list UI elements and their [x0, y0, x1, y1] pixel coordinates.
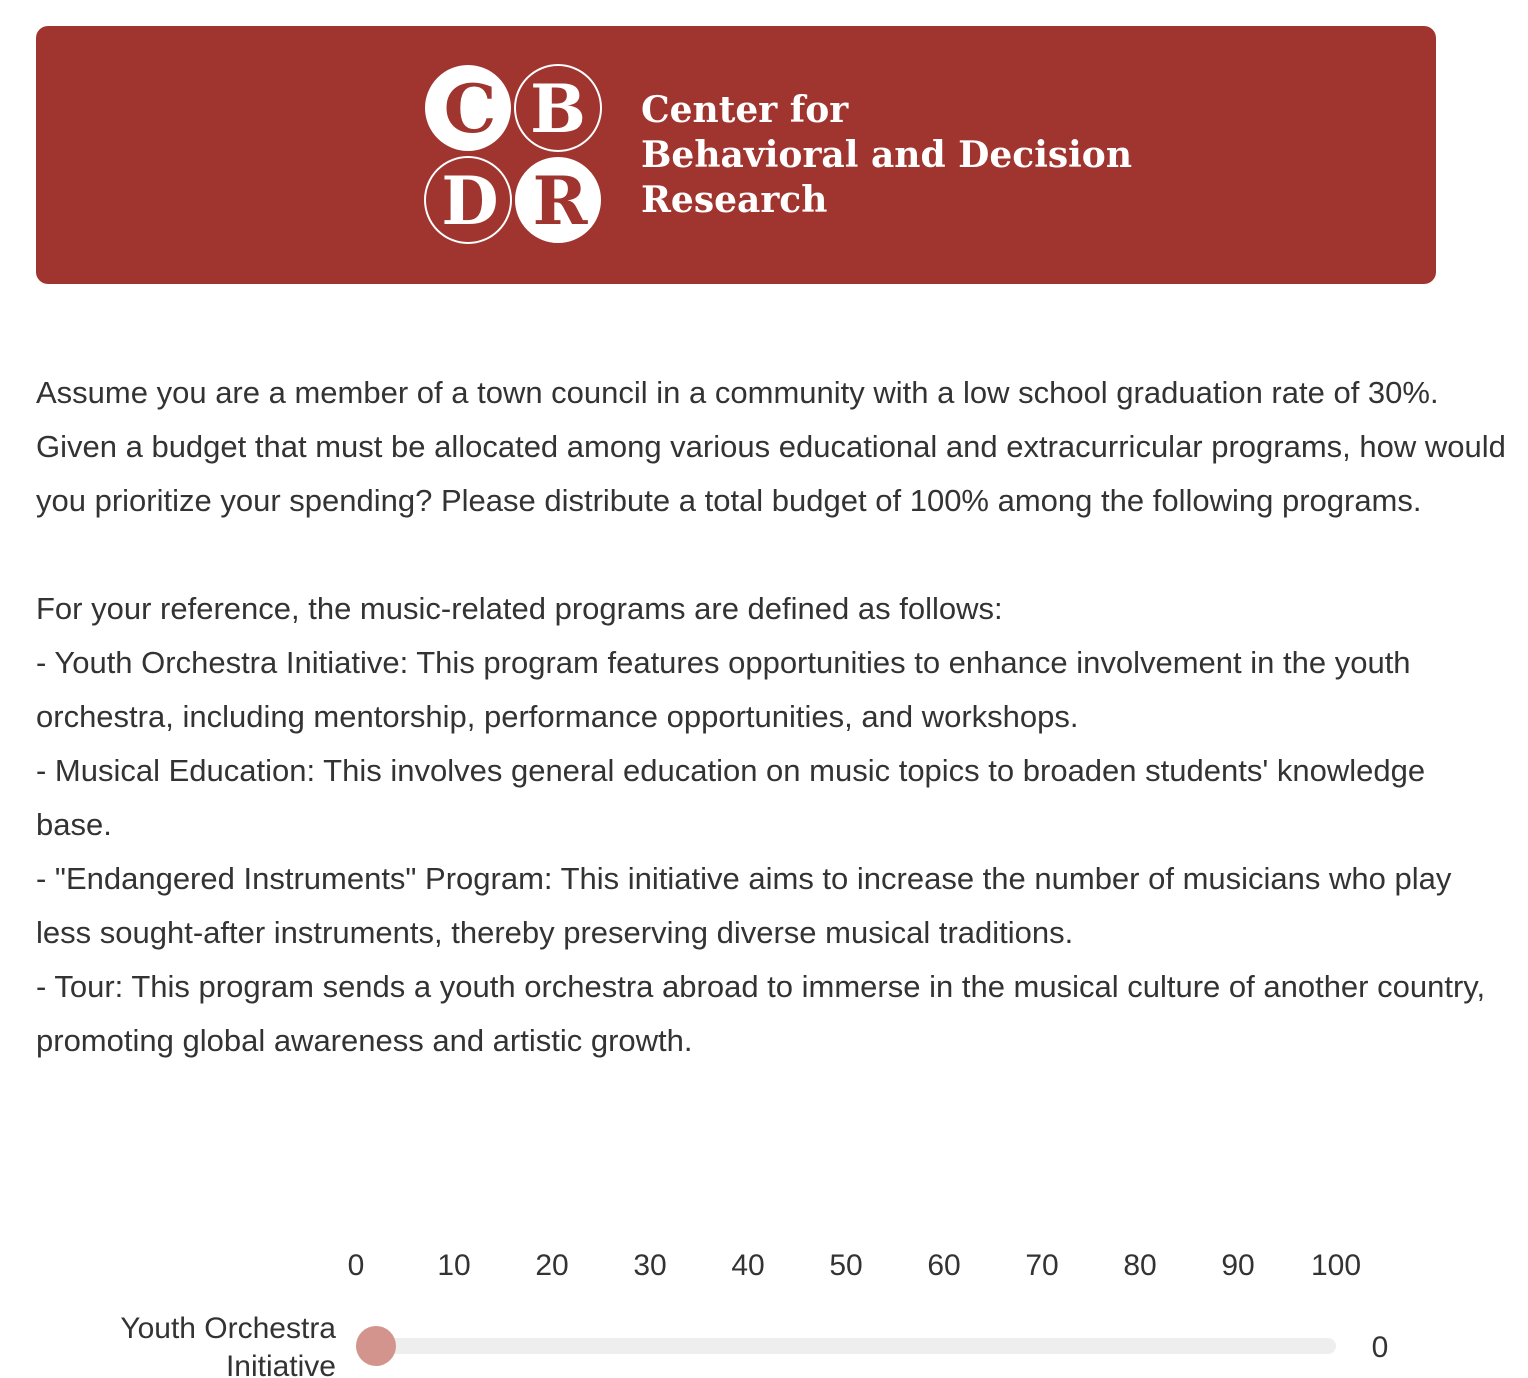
definition-youth-orchestra: - Youth Orchestra Initiative: This program features opportunities to enhance involvement in the youth orchestra, including mentorship, performance opportunities, and workshops. [36, 645, 1411, 734]
scale-tick: 90 [1221, 1249, 1255, 1282]
scale-tick: 80 [1123, 1249, 1157, 1282]
org-name-line-1: Center for [641, 89, 849, 131]
org-name-line-3: Research [641, 179, 828, 221]
scale-tick: 60 [927, 1249, 961, 1282]
org-name [641, 88, 1132, 223]
scale-tick: 50 [829, 1249, 863, 1282]
slider-label-line-2: Initiative [225, 1350, 336, 1378]
slider-track[interactable] [376, 1338, 1336, 1354]
cbdr-logo-icon [424, 64, 604, 246]
slider-handle[interactable] [356, 1326, 396, 1366]
org-name-line-2: Behavioral and Decision [641, 134, 1132, 176]
logo-letter-b: B [530, 70, 586, 148]
definition-endangered-instruments: - "Endangered Instruments" Program: This initiative aims to increase the number of musicians who play less sought-after instruments, thereby preserving diverse musical traditions. [36, 861, 1452, 950]
slider-label-line-1: Youth Orchestra [120, 1312, 336, 1345]
definition-tour: - Tour: This program sends a youth orchestra abroad to immerse in the musical culture of another country, promoting global awareness and artistic growth. [36, 969, 1486, 1058]
scale-tick: 40 [731, 1249, 765, 1282]
scale-tick: 10 [437, 1249, 471, 1282]
reference-intro: For your reference, the music-related programs are defined as follows: [36, 591, 1003, 626]
slider-value: 0 [1371, 1331, 1389, 1364]
definition-musical-education: - Musical Education: This involves general education on music topics to broaden students' knowledge base. [36, 753, 1426, 842]
logo-letter-c: C [443, 70, 497, 148]
logo-letter-d: D [441, 162, 499, 240]
scale-tick: 70 [1025, 1249, 1059, 1282]
question-paragraph: Assume you are a member of a town council in a community with a low school graduation rate of 30%. Given a budget that must be allocated among various educational and extracurricular programs, how would you prioritize your spending? Please distribute a total budget of 100% among the following programs. [36, 375, 1506, 518]
scale-tick: 30 [633, 1249, 667, 1282]
scale-tick: 100 [1310, 1249, 1362, 1282]
slider-label [60, 1310, 336, 1378]
logo-letter-r: R [532, 162, 588, 240]
scale-tick: 0 [347, 1249, 365, 1282]
question-text [36, 366, 1506, 1068]
scale-tick: 20 [535, 1249, 569, 1282]
header-banner [36, 26, 1436, 284]
